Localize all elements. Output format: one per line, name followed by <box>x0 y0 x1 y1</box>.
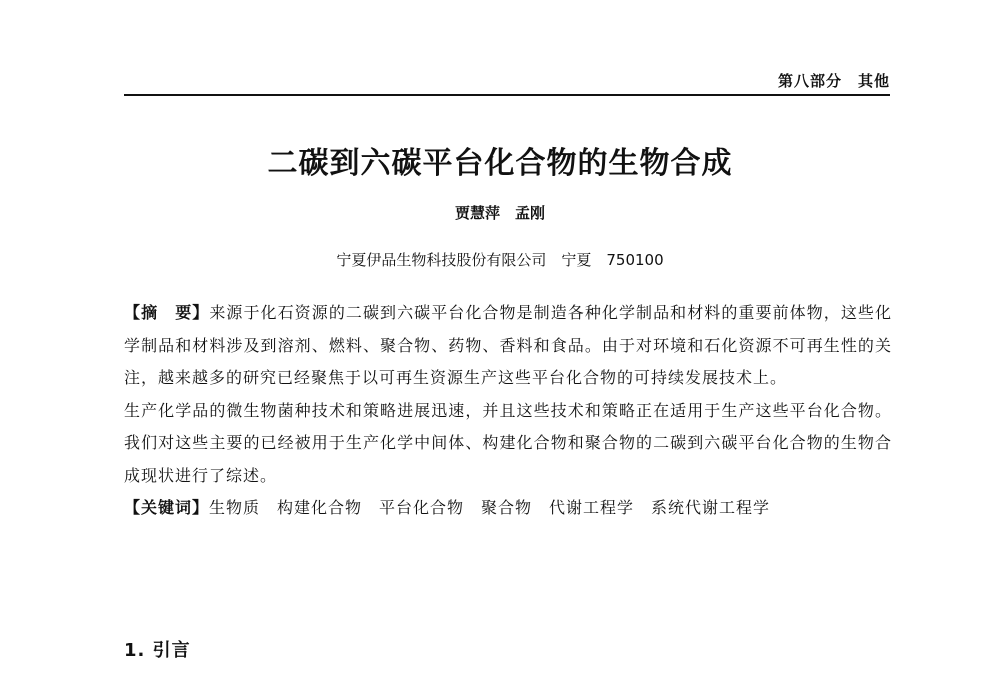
running-head: 第八部分 其他 <box>777 72 890 90</box>
paper-authors: 贾慧萍 孟刚 <box>454 204 545 222</box>
keywords-line <box>124 492 892 525</box>
abstract-paragraph-2: 生产化学品的微生物菌种技术和策略进展迅速，并且这些技术和策略正在适用于生产这些平台化合物。我们对这些主要的已经被用于生产化学中间体、构建化合物和聚合物的二碳到六碳平台化合物的生物合成现状进行了综述。 <box>124 400 892 485</box>
keywords-text: 生物质 构建化合物 平台化合物 聚合物 代谢工程学 系统代谢工程学 <box>209 498 771 517</box>
paper-affiliation: 宁夏伊品生物科技股份有限公司 宁夏 750100 <box>336 251 664 269</box>
abstract-text-1: 来源于化石资源的二碳到六碳平台化合物是制造各种化学制品和材料的重要前体物，这些化学制品和材料涉及到溶剂、燃料、聚合物、药物、香料和食品。由于对环境和石化资源不可再生性的关注，越来越多的研究已经聚焦于以可再生资源生产这些平台化合物的可持续发展技术上。 <box>124 303 892 387</box>
paper-title: 二碳到六碳平台化合物的生物合成 <box>267 146 733 181</box>
header-rule <box>124 94 890 96</box>
abstract-block <box>124 297 892 525</box>
keywords-label: 【关键词】 <box>124 498 210 517</box>
abstract-paragraph-1 <box>124 297 892 395</box>
abstract-label: 【摘 要】 <box>124 303 210 322</box>
section-heading: 1. 引言 <box>124 640 191 661</box>
